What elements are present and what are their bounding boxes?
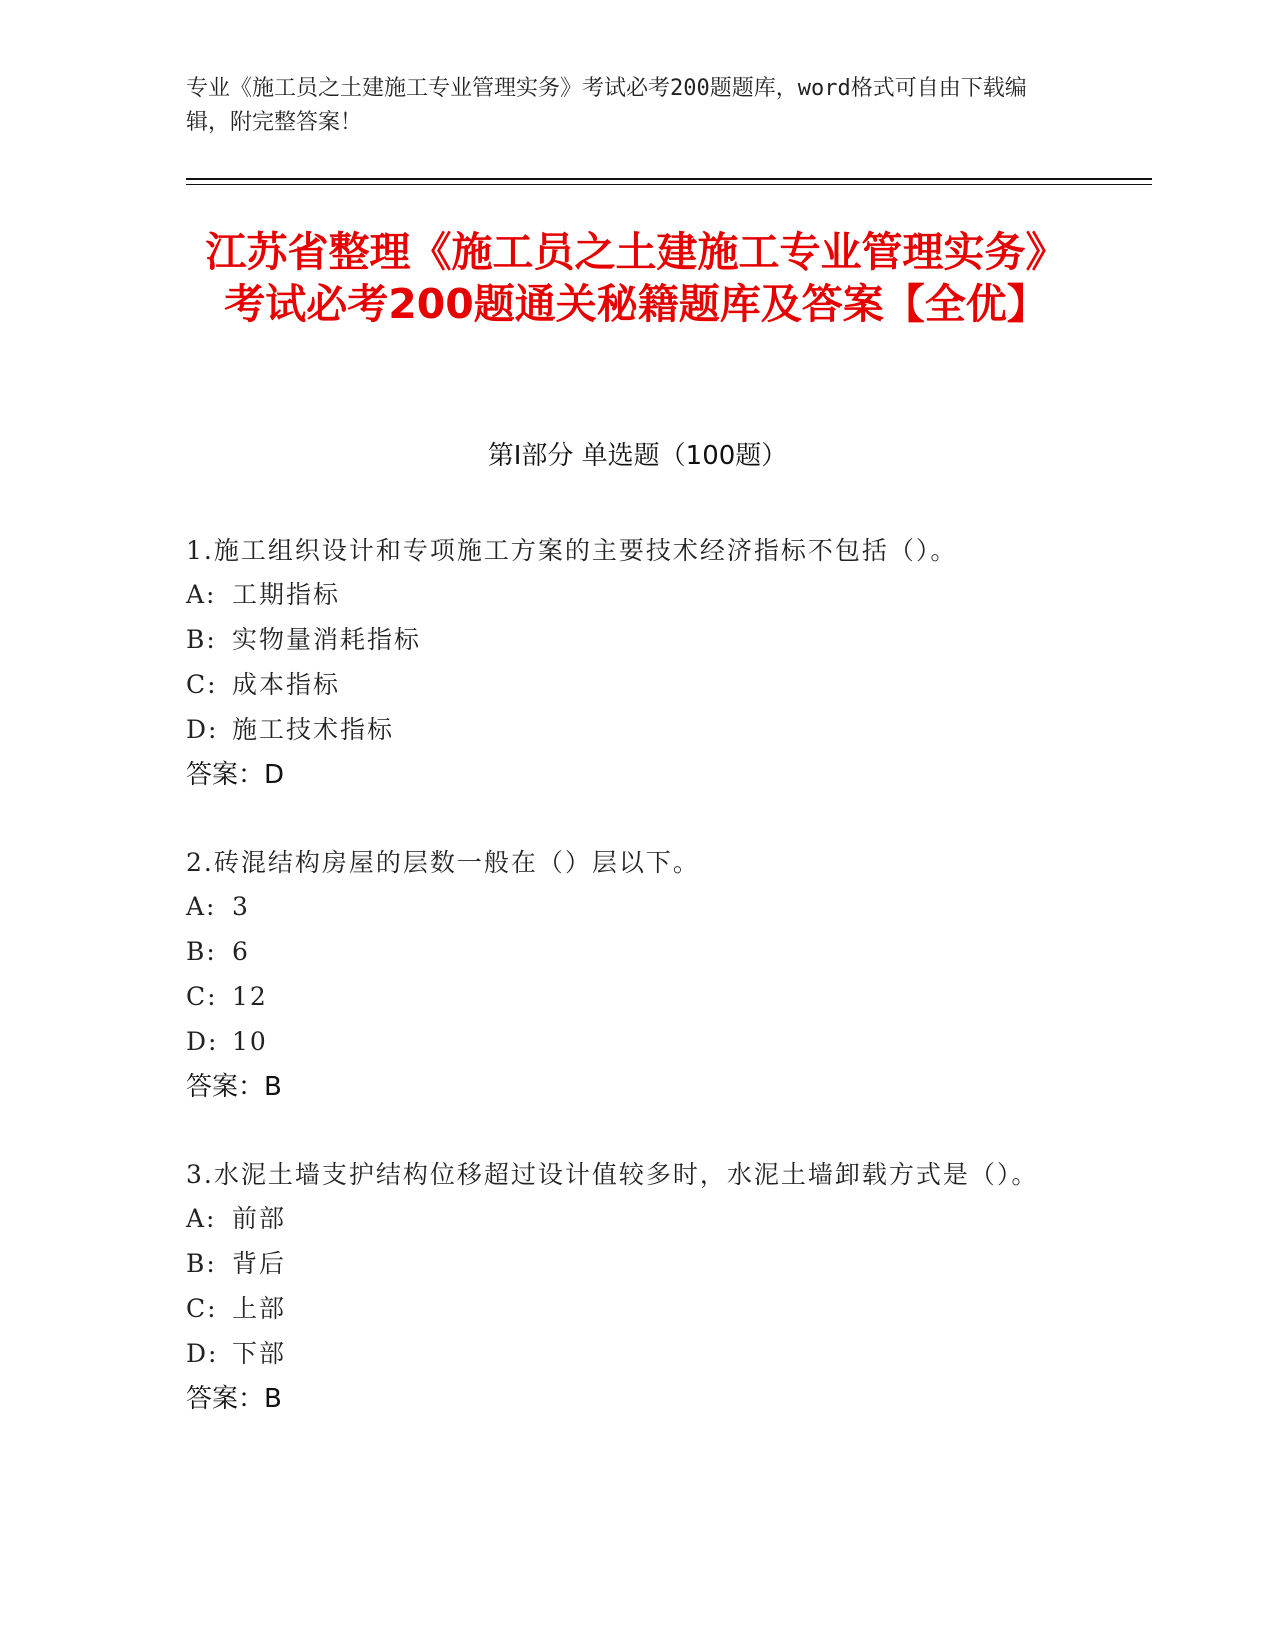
header-rule-thin bbox=[186, 184, 1152, 185]
option-text: 6 bbox=[232, 937, 250, 966]
document-title: 江苏省整理《施工员之土建施工专业管理实务》考试必考200题通关秘籍题库及答案【全优】 bbox=[205, 228, 1067, 328]
option-d bbox=[186, 1019, 1066, 1064]
question-2 bbox=[186, 842, 1066, 1110]
option-text: 10 bbox=[232, 1027, 268, 1056]
option-a bbox=[186, 1196, 1066, 1241]
option-key: D: bbox=[186, 715, 219, 744]
option-b bbox=[186, 1241, 1066, 1286]
option-text: 3 bbox=[232, 892, 250, 921]
option-key: C: bbox=[186, 1294, 218, 1323]
option-b bbox=[186, 617, 1066, 662]
answer-line: 答案：D bbox=[186, 760, 285, 790]
question-list bbox=[186, 530, 1066, 1466]
header-note: 专业《施工员之土建施工专业管理实务》考试必考200题题库，word格式可自由下载编辑，附完整答案！ bbox=[186, 76, 1027, 135]
option-a bbox=[186, 884, 1066, 929]
option-key: B: bbox=[186, 625, 217, 654]
option-key: A: bbox=[186, 1204, 217, 1233]
answer-line: 答案：B bbox=[186, 1384, 282, 1414]
option-key: A: bbox=[186, 892, 217, 921]
option-key: B: bbox=[186, 937, 217, 966]
question-stem: 2.砖混结构房屋的层数一般在（）层以下。 bbox=[186, 848, 700, 877]
option-d bbox=[186, 1331, 1066, 1376]
option-text: 工期指标 bbox=[232, 580, 341, 609]
question-1 bbox=[186, 530, 1066, 798]
option-c bbox=[186, 974, 1066, 1019]
option-text: 下部 bbox=[232, 1339, 287, 1368]
option-d bbox=[186, 707, 1066, 752]
option-key: D: bbox=[186, 1027, 219, 1056]
option-key: C: bbox=[186, 670, 218, 699]
question-stem: 1.施工组织设计和专项施工方案的主要技术经济指标不包括（）。 bbox=[186, 536, 958, 565]
option-text: 成本指标 bbox=[232, 670, 341, 699]
option-c bbox=[186, 1286, 1066, 1331]
option-key: B: bbox=[186, 1249, 217, 1278]
question-3 bbox=[186, 1154, 1066, 1422]
option-text: 前部 bbox=[232, 1204, 287, 1233]
section-title: 第Ⅰ部分 单选题（100题） bbox=[487, 441, 788, 471]
option-text: 背后 bbox=[232, 1249, 287, 1278]
option-text: 上部 bbox=[232, 1294, 287, 1323]
header-rule-thick bbox=[186, 178, 1152, 180]
option-text: 施工技术指标 bbox=[232, 715, 395, 744]
answer-line: 答案：B bbox=[186, 1072, 282, 1102]
option-c bbox=[186, 662, 1066, 707]
option-key: A: bbox=[186, 580, 217, 609]
option-b bbox=[186, 929, 1066, 974]
option-text: 实物量消耗指标 bbox=[232, 625, 422, 654]
option-key: D: bbox=[186, 1339, 219, 1368]
option-a bbox=[186, 572, 1066, 617]
option-text: 12 bbox=[232, 982, 268, 1011]
option-key: C: bbox=[186, 982, 218, 1011]
question-stem: 3.水泥土墙支护结构位移超过设计值较多时，水泥土墙卸载方式是（）。 bbox=[186, 1160, 1039, 1189]
